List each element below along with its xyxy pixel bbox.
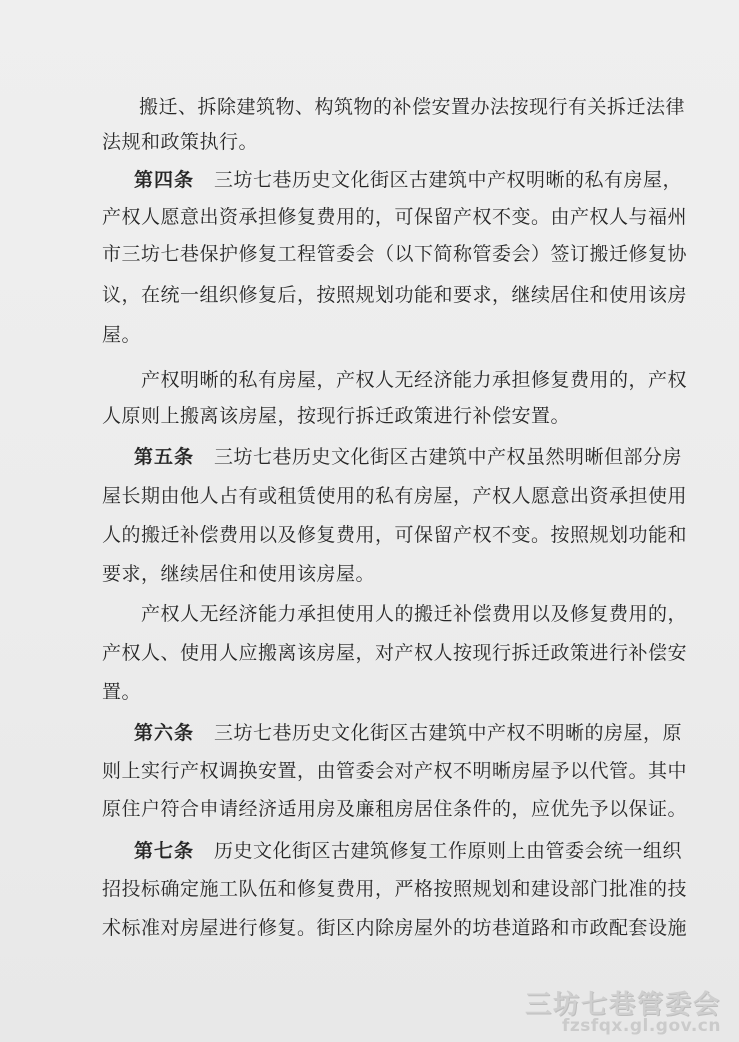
text-line: 市三坊七巷保护修复工程管委会（以下简称管委会）签订搬迁修复协	[102, 243, 688, 265]
article-heading: 第六条	[134, 722, 195, 744]
article-text: 三坊七巷历史文化街区古建筑中产权不明晰的房屋，原	[214, 722, 683, 744]
article-text: 三坊七巷历史文化街区古建筑中产权虽然明晰但部分房	[214, 446, 683, 468]
text-line: 则上实行产权调换安置，由管委会对产权不明晰房屋予以代管。其中	[102, 760, 688, 782]
text-line: 招投标确定施工队伍和修复费用，严格按照规划和建设部门批准的技	[102, 878, 688, 900]
article-text: 三坊七巷历史文化街区古建筑中产权明晰的私有房屋，	[214, 169, 683, 191]
text-line: 产权人、使用人应搬离该房屋，对产权人按现行拆迁政策进行补偿安	[102, 642, 688, 664]
watermark-url: fzsfqx.gl.gov.cn	[561, 1016, 721, 1036]
text-line: 议，在统一组织修复后，按照规划功能和要求，继续居住和使用该房	[102, 284, 688, 306]
text-line: 置。	[102, 681, 142, 703]
text-line: 屋长期由他人占有或租赁使用的私有房屋，产权人愿意出资承担使用	[102, 485, 688, 507]
text-line: 搬迁、拆除建筑物、构筑物的补偿安置办法按现行有关拆迁法律	[139, 96, 686, 118]
text-line	[134, 838, 682, 864]
article-heading: 第七条	[134, 840, 195, 862]
text-line: 法规和政策执行。	[102, 131, 259, 153]
text-line: 原住户符合申请经济适用房及廉租房居住条件的，应优先予以保证。	[102, 798, 688, 820]
text-line: 产权人愿意出资承担修复费用的，可保留产权不变。由产权人与福州	[102, 206, 688, 228]
text-line: 人的搬迁补偿费用以及修复费用，可保留产权不变。按照规划功能和	[102, 524, 688, 546]
text-line: 产权明晰的私有房屋，产权人无经济能力承担修复费用的，产权	[141, 369, 688, 391]
text-line: 术标准对房屋进行修复。街区内除房屋外的坊巷道路和市政配套设施	[102, 917, 688, 939]
article-heading: 第四条	[134, 169, 195, 191]
text-line: 要求，继续居住和使用该房屋。	[102, 563, 376, 585]
watermark-title: 三坊七巷管委会	[524, 990, 721, 1020]
text-line	[134, 167, 682, 193]
article-text: 历史文化街区古建筑修复工作原则上由管委会统一组织	[214, 840, 683, 862]
text-line: 产权人无经济能力承担使用人的搬迁补偿费用以及修复费用的，	[141, 603, 688, 625]
text-line: 屋。	[102, 324, 142, 346]
text-line	[134, 444, 682, 470]
text-line: 人原则上搬离该房屋，按现行拆迁政策进行补偿安置。	[102, 405, 571, 427]
article-heading: 第五条	[134, 446, 195, 468]
text-line	[134, 720, 682, 746]
